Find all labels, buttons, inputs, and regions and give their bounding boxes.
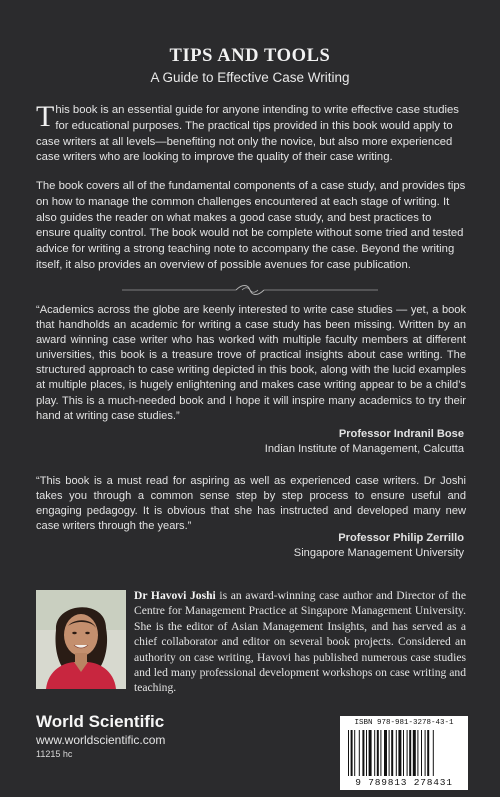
endorser-name-1: Professor Indranil Bose	[338, 428, 464, 440]
ean-number: 9 789813 278431	[355, 777, 453, 788]
publisher-block	[36, 712, 165, 761]
barcode	[340, 716, 468, 790]
book-subtitle: A Guide to Effective Case Writing	[150, 70, 350, 85]
publisher-name: World Scientific	[36, 712, 165, 731]
barcode-bars	[346, 730, 462, 776]
endorsement-quote-2: “This book is a must read for aspiring as well as experienced case writers. Dr Joshi takes you through a common sense step by step process to ensure useful and engaging pedagogy. It is obvious that she has instructed and developed many new case writers through the years.”	[36, 475, 466, 533]
author-name: Dr Havovi Joshi	[134, 589, 216, 602]
author-bio-text: is an award-winning case author and Director of the Centre for Management Practice at Singapore Management University. She is the editor of Asian Management Insights, and has served as a chief collaborator and editor on several book projects. Considered an authority on case writing, Havovi has published numerous case studies and led many professional development workshops on case writing and teaching.	[134, 589, 466, 695]
endorsement-attribution-1	[265, 427, 464, 457]
endorser-affiliation-1: Indian Institute of Management, Calcutta	[264, 443, 464, 456]
intro-paragraph-1-text: his book is an essential guide for anyone intending to write effective case studies for educational purposes. The practical tips provided in this book would apply to case writers at all levels—benefiting not only the novice, but also more experienced case writers who are looking to improve the quality of their case writing.	[36, 104, 459, 164]
endorsement-quote-1: “Academics across the globe are keenly interested to write case studies — yet, a book that handholds an academic for writing a case study has been missing. Written by an award winning case writer who has worked with multiple faculty members at different universities, this book is a treasure trove of practical insights about case writing. The structured approach to case writing depicted in this book, along with the lucid examples at multiple places, is hugely enlightening and makes case writing appear to be a child’s play. This is a much-needed book and I hope it will inspire many academics to try their hand at writing case studies.”	[36, 304, 466, 422]
isbn-text: ISBN 978-981-3278-43-1	[354, 719, 454, 727]
drop-cap: T	[36, 100, 55, 133]
publisher-url: www.worldscientific.com	[36, 733, 166, 747]
author-photo	[36, 590, 126, 689]
endorser-name-2: Professor Philip Zerrillo	[338, 532, 464, 544]
endorser-affiliation-2: Singapore Management University	[293, 547, 464, 560]
intro-paragraph-2: The book covers all of the fundamental components of a case study, and provides tips on how to manage the common challenges encountered at each stage of writing. It also guides the reader on what makes a good case study, and best practices to ensure quality control. The book would not be complete without some tried and tested advice for writing a strong teaching note to accompany the case. Beyond the writing itself, it also provides an overview of possible avenues for case publication.	[36, 180, 466, 271]
endorsement-attribution-2	[294, 531, 464, 561]
author-bio	[134, 588, 466, 696]
intro-paragraph-1	[36, 100, 466, 166]
publisher-code: 11215 hc	[36, 749, 73, 759]
ornament-divider	[0, 283, 500, 297]
book-title: TIPS AND TOOLS	[169, 46, 331, 66]
